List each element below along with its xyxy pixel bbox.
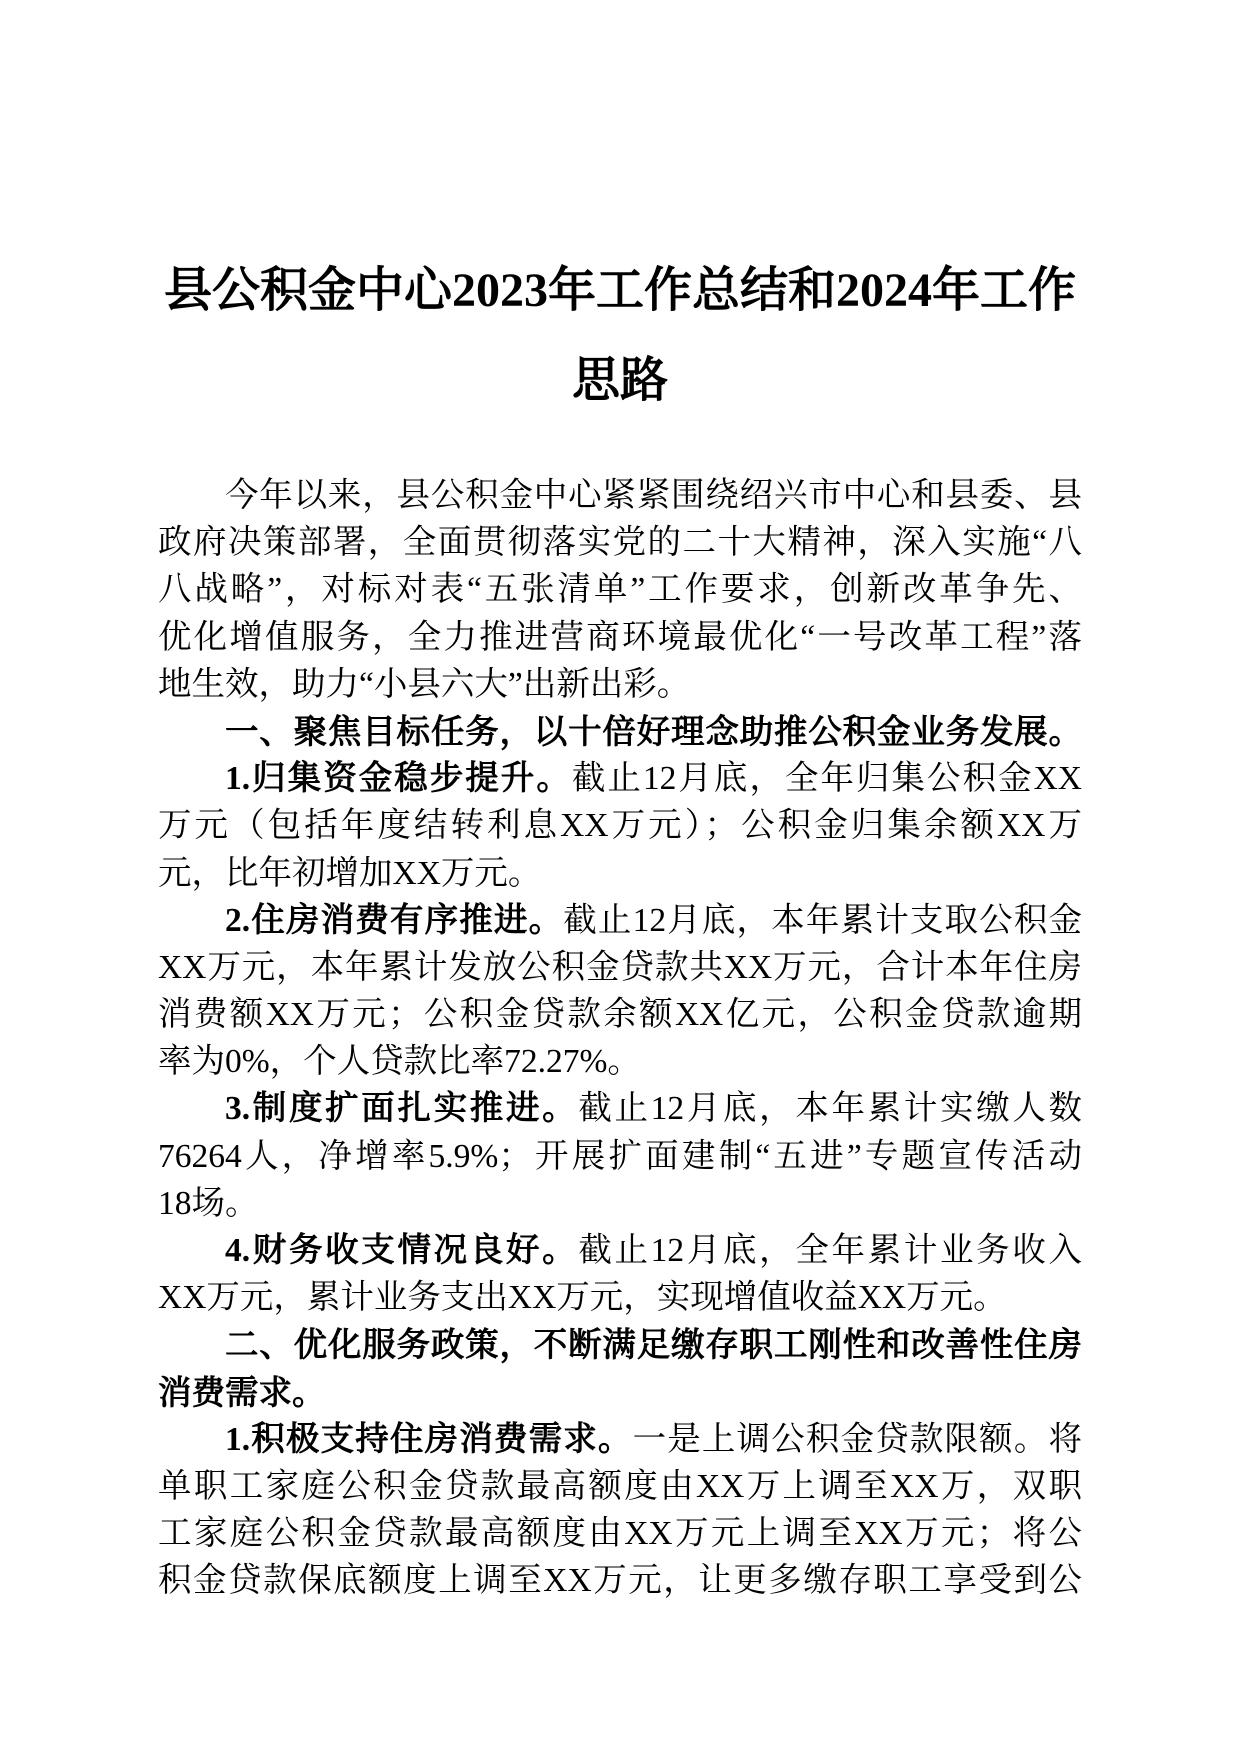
text-line: 八战略”，对标对表“五张清单”工作要求，创新改革争先、 [158, 571, 1082, 609]
section-2-heading [158, 1321, 1082, 1415]
text-line: XX万元，本年累计发放公积金贷款共XX万元，合计本年住房 [158, 948, 1082, 986]
heading-line: 一、聚焦目标任务，以十倍好理念助推公积金业务发展。 [225, 711, 1082, 751]
text-line [158, 1085, 1082, 1132]
item-lead: 2.住房消费有序推进。 [225, 901, 564, 939]
title-line-2: 思路 [571, 354, 668, 407]
item-lead: 1.归集资金稳步提升。 [225, 760, 572, 798]
section-2-item-1 [158, 1416, 1082, 1605]
item-text: 截止12月底，全年归集公积金XX [571, 760, 1083, 798]
text-line: 政府决策部署，全面贯彻落实党的二十大精神，深入实施“八 [158, 524, 1082, 562]
text-line [158, 897, 1082, 944]
text-line: 今年以来，县公积金中心紧紧围绕绍兴市中心和县委、县 [225, 477, 1082, 514]
text-line: 工家庭公积金贷款最高额度由XX万元上调至XX万元；将公 [158, 1515, 1082, 1553]
heading-line: 消费需求。 [158, 1372, 326, 1412]
text-line: 优化增值服务，全力推进营商环境最优化“一号改革工程”落 [158, 618, 1082, 656]
text-line: 单职工家庭公积金贷款最高额度由XX万上调至XX万，双职 [158, 1467, 1082, 1505]
item-lead: 4.财务收支情况良好。 [225, 1232, 579, 1269]
text-line: 消费额XX万元；公积金贷款余额XX亿元，公积金贷款逾期 [158, 996, 1082, 1034]
text-line [158, 755, 1082, 802]
item-text: 截止12月底，全年累计业务收入 [578, 1232, 1083, 1269]
section-1-item-3 [158, 1085, 1082, 1227]
text-line: 积金贷款保底额度上调至XX万元，让更多缴存职工享受到公 [158, 1562, 1082, 1600]
item-text: 截止12月底，本年累计实缴人数 [578, 1090, 1083, 1128]
text-line [158, 1227, 1082, 1274]
section-1-item-1 [158, 755, 1082, 897]
text-line: 率为0%，个人贷款比率72.27%。 [158, 1043, 641, 1081]
heading-line: 二、优化服务政策，不断满足缴存职工刚性和改善性住房 [225, 1325, 1082, 1365]
title-line-1: 县公积金中心2023年工作总结和2024年工作 [163, 264, 1076, 317]
section-1-heading [158, 708, 1082, 755]
section-1-item-4 [158, 1227, 1082, 1321]
item-text: 截止12月底，本年累计支取公积金 [563, 901, 1083, 939]
intro-paragraph [158, 472, 1082, 708]
text-line: XX万元，累计业务支出XX万元，实现增值收益XX万元。 [158, 1279, 1007, 1317]
text-line: 76264人，净增率5.9%；开展扩面建制“五进”专题宣传活动 [158, 1137, 1082, 1175]
section-1-item-2 [158, 897, 1082, 1086]
text-line: 地生效，助力“小县六大”出新出彩。 [158, 665, 691, 703]
text-line: 万元（包括年度结转利息XX万元）；公积金归集余额XX万 [158, 807, 1082, 845]
text-line: 元，比年初增加XX万元。 [158, 854, 542, 892]
document-body [158, 472, 1082, 1605]
text-line: 18场。 [158, 1184, 259, 1222]
item-lead: 1.积极支持住房消费需求。 [225, 1420, 633, 1458]
item-lead: 3.制度扩面扎实推进。 [225, 1090, 579, 1128]
text-line [158, 1416, 1082, 1463]
item-text: 一是上调公积金贷款限额。将 [632, 1420, 1082, 1458]
document-title [0, 246, 1240, 426]
